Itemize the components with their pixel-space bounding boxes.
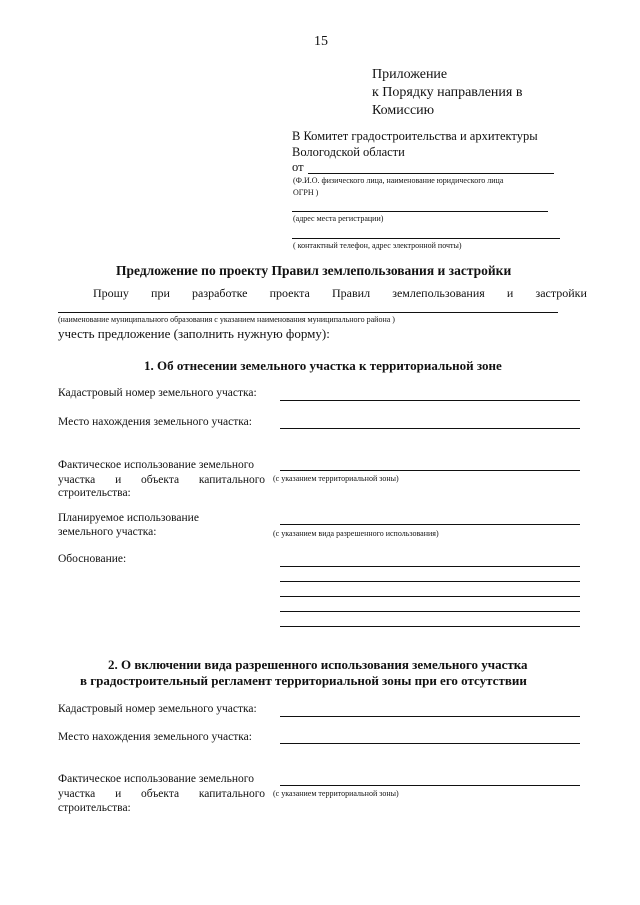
actual-use-line-1: Фактическое использование земельного (58, 459, 254, 471)
section-2-title-line-1: 2. О включении вида разрешенного использования земельного участка (108, 657, 528, 672)
request-line-2: учесть предложение (заполнить нужную форму): (58, 326, 330, 341)
appendix-line-1: Приложение (372, 67, 448, 82)
request-word: при (151, 286, 170, 300)
actual-use-line-3: строительства: (58, 487, 131, 499)
cadastral-field-line[interactable] (280, 716, 580, 717)
location-label: Место нахождения земельного участка: (58, 731, 252, 743)
contacts-field-line[interactable] (292, 238, 560, 239)
request-word: проекта (269, 286, 310, 300)
actual-use-word: объекта (141, 474, 180, 486)
request-word: Прошу (93, 286, 129, 300)
appendix-line-2: к Порядку направления в (372, 85, 523, 100)
page-number: 15 (314, 34, 328, 49)
address-field-line[interactable] (292, 211, 548, 212)
location-label: Место нахождения земельного участка: (58, 416, 252, 428)
caption-name-line-2: ОГРН ) (293, 188, 319, 197)
actual-use-field-line[interactable] (280, 470, 580, 471)
cadastral-label: Кадастровый номер земельного участка: (58, 703, 257, 715)
planned-use-line-2: земельного участка: (58, 526, 157, 538)
location-field-line[interactable] (280, 743, 580, 744)
cadastral-field-line[interactable] (280, 400, 580, 401)
document-title: Предложение по проекту Правил землепользования и застройки (116, 263, 512, 278)
addressee-line-2: Вологодской области (292, 145, 405, 159)
section-1-title: 1. Об отнесении земельного участка к территориальной зоне (144, 358, 502, 373)
justification-label: Обоснование: (58, 553, 127, 565)
request-word: землепользования (392, 286, 485, 300)
caption-address: (адрес места регистрации) (293, 214, 384, 223)
actual-use-line-3: строительства: (58, 802, 131, 814)
actual-use-caption: (с указанием территориальной зоны) (273, 474, 399, 483)
actual-use-word: участка (58, 474, 96, 486)
actual-use-line-2 (58, 474, 265, 486)
actual-use-field-line[interactable] (280, 785, 580, 786)
justification-field-line[interactable] (280, 626, 580, 627)
actual-use-caption: (с указанием территориальной зоны) (273, 789, 399, 798)
justification-field-line[interactable] (280, 566, 580, 567)
request-line (93, 286, 587, 301)
actual-use-line-2 (58, 788, 265, 800)
caption-municipality: (наименование муниципального образования с указанием наименования муниципального района ) (58, 315, 395, 324)
request-word: Правил (332, 286, 371, 300)
cadastral-label: Кадастровый номер земельного участка: (58, 387, 257, 399)
addressee-line-1: В Комитет градостроительства и архитектуры (292, 129, 538, 143)
justification-field-line[interactable] (280, 596, 580, 597)
planned-use-caption: (с указанием вида разрешенного использования) (273, 529, 439, 538)
from-label: от (292, 160, 304, 174)
planned-use-line-1: Планируемое использование (58, 512, 199, 524)
justification-field-line[interactable] (280, 611, 580, 612)
actual-use-word: и (115, 788, 122, 800)
caption-name-line-1: (Ф.И.О. физического лица, наименование юридического лица (293, 176, 504, 185)
request-word: разработке (192, 286, 248, 300)
actual-use-word: участка (58, 788, 96, 800)
actual-use-word: капитального (198, 788, 265, 800)
actual-use-word: капитального (198, 474, 265, 486)
appendix-line-3: Комиссию (372, 103, 435, 118)
actual-use-word: объекта (141, 788, 180, 800)
caption-contacts: ( контактный телефон, адрес электронной почты) (293, 241, 462, 250)
request-word: застройки (535, 286, 587, 300)
actual-use-word: и (115, 474, 122, 486)
from-field-line[interactable] (308, 173, 554, 174)
request-word: и (506, 286, 514, 300)
justification-field-line[interactable] (280, 581, 580, 582)
actual-use-line-1: Фактическое использование земельного (58, 773, 254, 785)
planned-use-field-line[interactable] (280, 524, 580, 525)
location-field-line[interactable] (280, 428, 580, 429)
municipality-field-line[interactable] (58, 312, 558, 313)
section-2-title-line-2: в градостроительный регламент территориальной зоны при его отсутствии (80, 673, 527, 688)
